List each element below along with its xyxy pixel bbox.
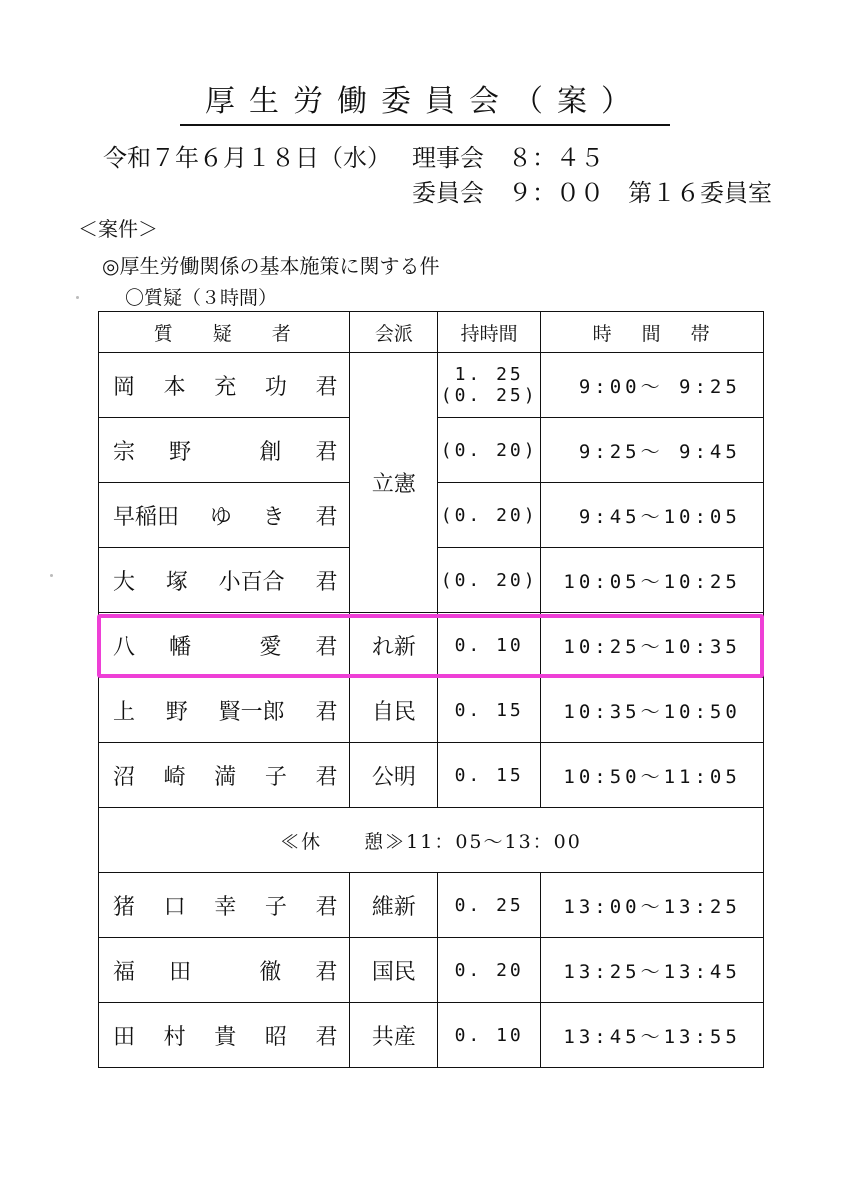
name-part: 賢一郎 xyxy=(218,699,285,725)
name-part: 君 xyxy=(315,894,338,920)
questioner-name xyxy=(99,353,350,418)
questioner-name xyxy=(99,418,350,483)
name-part: 沼 xyxy=(113,764,136,790)
name-part: 大 xyxy=(113,569,136,595)
party-name: 共産 xyxy=(350,1003,438,1068)
header-time-slot: 時間帯 xyxy=(541,312,764,353)
party-name: 自民 xyxy=(350,678,438,743)
questioner-name xyxy=(99,873,350,938)
name-part: 岡 xyxy=(113,374,136,400)
party-name: 公明 xyxy=(350,743,438,808)
name-part: 創 xyxy=(259,439,282,465)
time-allotted: (0. 20) xyxy=(438,483,541,548)
table-row xyxy=(99,938,764,1003)
board-meeting-time: 理事会 ８：４５ xyxy=(412,144,604,172)
name-part: 君 xyxy=(315,1024,338,1050)
name-part: 君 xyxy=(315,439,338,465)
name-part: 上 xyxy=(113,699,136,725)
name-part: 君 xyxy=(315,959,338,985)
name-part: 村 xyxy=(163,1024,186,1050)
time-slot: 10:35～10:50 xyxy=(541,678,764,743)
meeting-date: 令和７年６月１８日（水） xyxy=(103,144,391,172)
questioner-name xyxy=(99,938,350,1003)
name-part: 子 xyxy=(264,764,287,790)
name-part: 田 xyxy=(169,959,192,985)
header-party: 会派 xyxy=(350,312,438,353)
party-name: 国民 xyxy=(350,938,438,1003)
time-slot: 13:45～13:55 xyxy=(541,1003,764,1068)
scan-speck xyxy=(50,574,53,577)
document-title: 厚生労働委員会（案） xyxy=(180,82,670,126)
name-part: 君 xyxy=(315,699,338,725)
questioner-name xyxy=(99,1003,350,1068)
name-part: 田 xyxy=(113,1024,136,1050)
time-allotted: 0. 25 xyxy=(438,873,541,938)
agenda-subject: ◎厚生労働関係の基本施策に関する件 xyxy=(102,254,440,278)
name-part: 徹 xyxy=(259,959,282,985)
header-questioner: 質疑者 xyxy=(99,312,350,353)
name-part: 君 xyxy=(315,764,338,790)
name-part: 君 xyxy=(315,504,338,530)
name-part: 宗 xyxy=(113,439,136,465)
name-part: 愛 xyxy=(259,634,282,660)
time-allotted: 0. 20 xyxy=(438,938,541,1003)
name-part: 本 xyxy=(163,374,186,400)
name-part: 君 xyxy=(315,569,338,595)
recess-row xyxy=(99,808,764,873)
question-duration: 〇質疑（３時間） xyxy=(125,287,278,309)
questioner-name xyxy=(99,743,350,808)
name-part: 幸 xyxy=(214,894,237,920)
time-allotted: 1. 25 (0. 25) xyxy=(438,353,541,418)
name-part: き xyxy=(262,504,285,530)
committee-meeting-time: 委員会 ９：００ 第１６委員室 xyxy=(412,179,772,207)
time-slot: 9:25～ 9:45 xyxy=(541,418,764,483)
time-allotted: 0. 10 xyxy=(438,1003,541,1068)
table-row xyxy=(99,873,764,938)
name-part: ゆ xyxy=(209,504,232,530)
name-part: 充 xyxy=(214,374,237,400)
name-part: 昭 xyxy=(264,1024,287,1050)
name-part: 福 xyxy=(113,959,136,985)
time-slot: 9:00～ 9:25 xyxy=(541,353,764,418)
recess-label: ≪休 憩≫11：05～13：00 xyxy=(99,808,764,873)
table-row xyxy=(99,743,764,808)
time-slot: 9:45～10:05 xyxy=(541,483,764,548)
party-name: 立憲 xyxy=(350,353,438,613)
name-part: 君 xyxy=(315,374,338,400)
scan-speck xyxy=(76,296,79,299)
party-name: 維新 xyxy=(350,873,438,938)
table-row xyxy=(99,353,764,418)
name-part: 塚 xyxy=(165,569,188,595)
table-row xyxy=(99,678,764,743)
time-slot: 10:05～10:25 xyxy=(541,548,764,613)
questioner-name xyxy=(99,548,350,613)
table-header-row xyxy=(99,312,764,353)
party-name: れ新 xyxy=(350,613,438,678)
name-part: 幡 xyxy=(169,634,192,660)
schedule-table xyxy=(98,311,764,1068)
time-allotted: (0. 20) xyxy=(438,548,541,613)
questioner-name xyxy=(99,483,350,548)
name-part: 野 xyxy=(165,699,188,725)
table-row xyxy=(99,1003,764,1068)
header-time-allotted: 持時間 xyxy=(438,312,541,353)
time-allotted: 0. 15 xyxy=(438,743,541,808)
time-slot: 10:50～11:05 xyxy=(541,743,764,808)
name-part: 口 xyxy=(163,894,186,920)
name-part: 小百合 xyxy=(218,569,285,595)
name-part: 子 xyxy=(264,894,287,920)
name-part: 早稲田 xyxy=(113,504,180,530)
name-part: 野 xyxy=(169,439,192,465)
time-allotted: 0. 10 xyxy=(438,613,541,678)
name-part: 君 xyxy=(315,634,338,660)
questioner-name xyxy=(99,678,350,743)
time-allotted: (0. 20) xyxy=(438,418,541,483)
name-part: 功 xyxy=(264,374,287,400)
name-part: 貴 xyxy=(214,1024,237,1050)
time-slot: 10:25～10:35 xyxy=(541,613,764,678)
highlight-box xyxy=(97,614,764,678)
time-allotted: 0. 15 xyxy=(438,678,541,743)
agenda-label: ＜案件＞ xyxy=(78,217,158,241)
name-part: 猪 xyxy=(113,894,136,920)
name-part: 八 xyxy=(113,634,136,660)
name-part: 満 xyxy=(214,764,237,790)
time-slot: 13:25～13:45 xyxy=(541,938,764,1003)
name-part: 崎 xyxy=(163,764,186,790)
time-slot: 13:00～13:25 xyxy=(541,873,764,938)
